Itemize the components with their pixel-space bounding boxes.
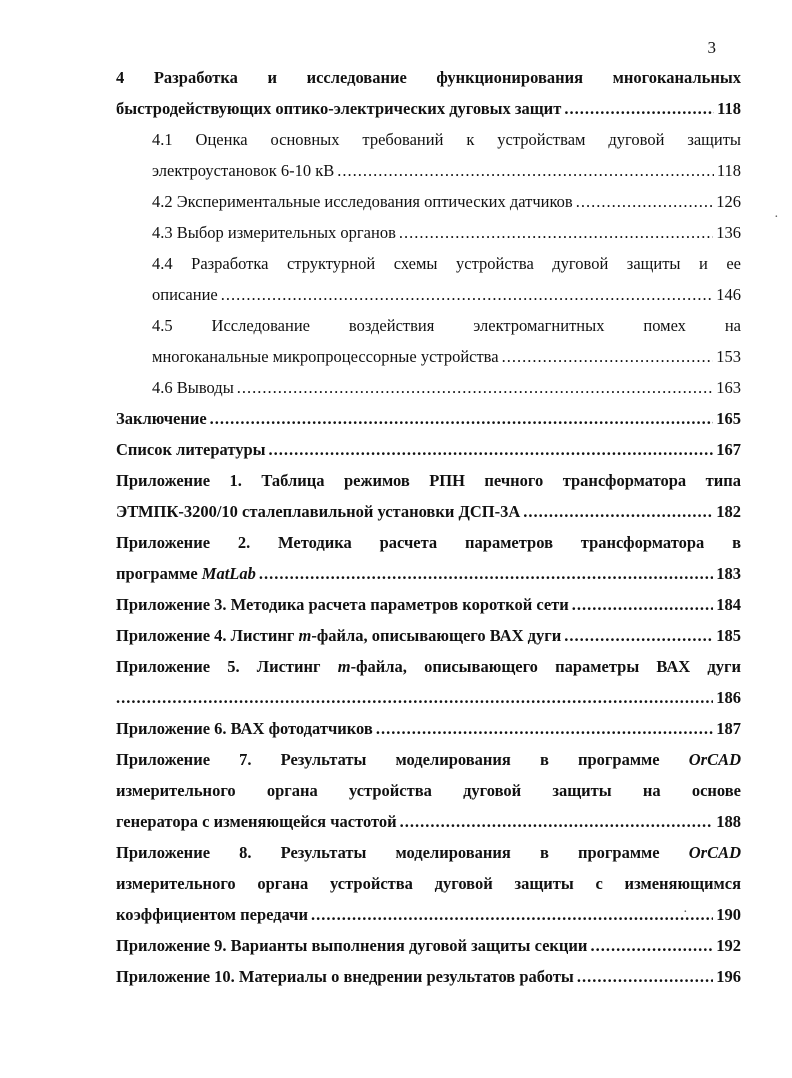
toc-entry-line: Приложение 5. Листинг m-файла, описывающего параметры ВАХ дуги <box>116 657 741 676</box>
leader-dots <box>564 620 713 651</box>
leader-dots <box>269 434 714 465</box>
toc-entry-title: Список литературы <box>116 440 266 459</box>
leader-dots <box>259 558 713 589</box>
scan-mark: · <box>683 905 688 920</box>
toc-entry-line: Приложение 7. Результаты моделирования в программе OrCAD <box>116 750 741 769</box>
toc-entry-line: измерительного органа устройства дуговой защиты с изменяющимся <box>116 874 741 893</box>
toc-entry-title: Приложение 4. Листинг m-файла, описывающего ВАХ дуги <box>116 626 562 645</box>
toc-entry-title: ЭТМПК-3200/10 сталеплавильной установки ДСП-3А <box>116 502 521 521</box>
toc-page-number: 185 <box>716 626 741 645</box>
toc-entry-line: 4.1 Оценка основных требований к устройствам дуговой защиты <box>152 130 741 149</box>
toc-entry-title: 4.3 Выбор измерительных органов <box>152 223 396 242</box>
toc-page-number: 136 <box>716 223 741 242</box>
toc-entry-line: Приложение 1. Таблица режимов РПН печного трансформатора типа <box>116 471 741 490</box>
toc-entry <box>116 217 741 248</box>
leader-dots <box>399 217 713 248</box>
toc-page-number: 126 <box>716 192 741 211</box>
toc-entry <box>116 465 741 527</box>
toc-entry-title: 4.6 Выводы <box>152 378 234 397</box>
toc-page-number: 163 <box>716 378 741 397</box>
toc-page-number: 186 <box>716 688 741 707</box>
toc-entry-title: генератора с изменяющейся частотой <box>116 812 397 831</box>
leader-dots <box>564 93 714 124</box>
toc-entry-title: Заключение <box>116 409 207 428</box>
toc-entry <box>116 372 741 403</box>
leader-dots <box>311 899 713 930</box>
toc-entry-title: электроустановок 6-10 кВ <box>152 161 335 180</box>
toc-entry <box>116 403 741 434</box>
toc-entry-line: 4.5 Исследование воздействия электромагнитных помех на <box>152 316 741 335</box>
toc-entry <box>116 248 741 310</box>
toc-entry <box>116 837 741 930</box>
toc-entry-title: программе MatLab <box>116 564 256 583</box>
toc-entry-line: Приложение 2. Методика расчета параметров трансформатора в <box>116 533 741 552</box>
toc-entry <box>116 651 741 713</box>
leader-dots <box>376 713 713 744</box>
toc-page-number: 146 <box>716 285 741 304</box>
toc-entry <box>116 620 741 651</box>
toc-entry <box>116 744 741 837</box>
leader-dots <box>210 403 714 434</box>
toc-page-number: 192 <box>716 936 741 955</box>
table-of-contents <box>116 62 741 992</box>
toc-page-number: 190 <box>716 905 741 924</box>
leader-dots <box>221 279 714 310</box>
toc-entry <box>116 527 741 589</box>
toc-entry-title: 4.2 Экспериментальные исследования оптических датчиков <box>152 192 573 211</box>
toc-entry-line: 4.4 Разработка структурной схемы устройства дуговой защиты и ее <box>152 254 741 273</box>
leader-dots <box>237 372 713 403</box>
toc-entry-line: измерительного органа устройства дуговой защиты на основе <box>116 781 741 800</box>
toc-page-number: 188 <box>716 812 741 831</box>
toc-page-number: 196 <box>716 967 741 986</box>
leader-dots <box>116 682 713 713</box>
leader-dots <box>576 186 714 217</box>
leader-dots <box>590 930 713 961</box>
toc-page-number: 153 <box>716 347 741 366</box>
leader-dots <box>523 496 713 527</box>
toc-entry-title: Приложение 3. Методика расчета параметров короткой сети <box>116 595 569 614</box>
toc-entry-title: многоканальные микропроцессорные устройства <box>152 347 499 366</box>
leader-dots <box>577 961 713 992</box>
leader-dots <box>572 589 713 620</box>
toc-page-number: 118 <box>717 99 741 118</box>
toc-page-number: 184 <box>716 595 741 614</box>
toc-entry-title: коэффициентом передачи <box>116 905 309 924</box>
toc-entry <box>116 434 741 465</box>
toc-entry <box>116 713 741 744</box>
toc-entry-title: Приложение 6. ВАХ фотодатчиков <box>116 719 373 738</box>
toc-entry-title: Приложение 9. Варианты выполнения дуговой защиты секции <box>116 936 588 955</box>
toc-entry-title: описание <box>152 285 218 304</box>
toc-entry-line: 4 Разработка и исследование функционирования многоканальных <box>116 68 741 87</box>
toc-entry-title: быстродействующих оптико-электрических дуговых защит <box>116 99 562 118</box>
toc-page-number: 165 <box>716 409 741 428</box>
toc-entry-title: Приложение 10. Материалы о внедрении результатов работы <box>116 967 574 986</box>
toc-entry <box>116 961 741 992</box>
scan-mark: · <box>774 210 779 225</box>
toc-entry <box>116 124 741 186</box>
toc-entry <box>116 310 741 372</box>
toc-page-number: 167 <box>716 440 741 459</box>
toc-entry <box>116 62 741 124</box>
leader-dots <box>400 806 714 837</box>
toc-entry-line: Приложение 8. Результаты моделирования в программе OrCAD <box>116 843 741 862</box>
toc-page-number: 182 <box>716 502 741 521</box>
page-number: 3 <box>707 38 716 57</box>
toc-entry <box>116 589 741 620</box>
toc-entry <box>116 186 741 217</box>
toc-page-number: 187 <box>716 719 741 738</box>
leader-dots <box>337 155 714 186</box>
leader-dots <box>502 341 714 372</box>
toc-page-number: 183 <box>716 564 741 583</box>
toc-page-number: 118 <box>716 161 741 180</box>
toc-entry <box>116 930 741 961</box>
